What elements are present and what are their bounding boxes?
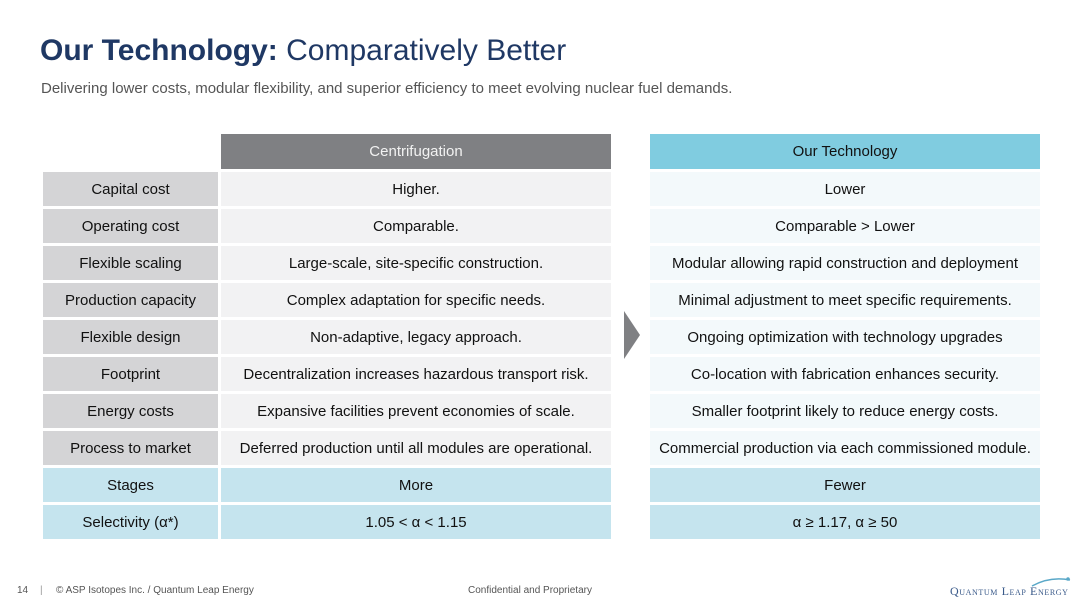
page-number: 14 xyxy=(17,585,29,596)
row-label: Operating cost xyxy=(43,209,218,243)
page-title xyxy=(40,34,566,68)
row-labels xyxy=(43,172,218,542)
centrifugation-cell: Non-adaptive, legacy approach. xyxy=(221,320,611,354)
row-label: Process to market xyxy=(43,431,218,465)
row-label: Selectivity (α*) xyxy=(43,505,218,539)
our-technology-cell: Ongoing optimization with technology upgrades xyxy=(650,320,1040,354)
centrifugation-cell: Comparable. xyxy=(221,209,611,243)
row-label: Flexible scaling xyxy=(43,246,218,280)
page-subtitle: Delivering lower costs, modular flexibility, and superior efficiency to meet evolving nuclear fuel demands. xyxy=(41,80,733,97)
centrifugation-cell: Deferred production until all modules are operational. xyxy=(221,431,611,465)
title-bold: Our Technology: xyxy=(40,34,278,67)
title-rest: Comparatively Better xyxy=(286,34,567,67)
company-logo: Quantum Leap Energy xyxy=(950,584,1069,598)
centrifugation-cell: Higher. xyxy=(221,172,611,206)
row-label: Flexible design xyxy=(43,320,218,354)
row-label: Capital cost xyxy=(43,172,218,206)
centrifugation-cell: 1.05 < α < 1.15 xyxy=(221,505,611,539)
footer-confidential: Confidential and Proprietary xyxy=(468,585,592,596)
our-technology-cell: Fewer xyxy=(650,468,1040,502)
our-technology-cell: Comparable > Lower xyxy=(650,209,1040,243)
row-label: Stages xyxy=(43,468,218,502)
logo-swoosh-icon xyxy=(1030,576,1072,588)
row-label: Production capacity xyxy=(43,283,218,317)
our-technology-cell: Modular allowing rapid construction and deployment xyxy=(650,246,1040,280)
centrifugation-cell: More xyxy=(221,468,611,502)
our-technology-cell: Smaller footprint likely to reduce energy costs. xyxy=(650,394,1040,428)
our-technology-cell: Commercial production via each commissioned module. xyxy=(650,431,1040,465)
our-technology-cell: α ≥ 1.17, α ≥ 50 xyxy=(650,505,1040,539)
centrifugation-cell: Large-scale, site-specific construction. xyxy=(221,246,611,280)
chevron-right-icon xyxy=(624,311,640,359)
our-technology-header: Our Technology xyxy=(650,134,1040,169)
centrifugation-header: Centrifugation xyxy=(221,134,611,169)
footer-separator: | xyxy=(40,585,43,596)
centrifugation-cell: Expansive facilities prevent economies of scale. xyxy=(221,394,611,428)
centrifugation-column xyxy=(221,134,611,542)
row-label: Footprint xyxy=(43,357,218,391)
our-technology-cell: Minimal adjustment to meet specific requirements. xyxy=(650,283,1040,317)
footer-copyright: © ASP Isotopes Inc. / Quantum Leap Energy xyxy=(56,585,254,596)
row-label: Energy costs xyxy=(43,394,218,428)
our-technology-cell: Lower xyxy=(650,172,1040,206)
our-technology-cell: Co-location with fabrication enhances security. xyxy=(650,357,1040,391)
centrifugation-cell: Decentralization increases hazardous transport risk. xyxy=(221,357,611,391)
centrifugation-cell: Complex adaptation for specific needs. xyxy=(221,283,611,317)
our-technology-column xyxy=(650,134,1040,542)
